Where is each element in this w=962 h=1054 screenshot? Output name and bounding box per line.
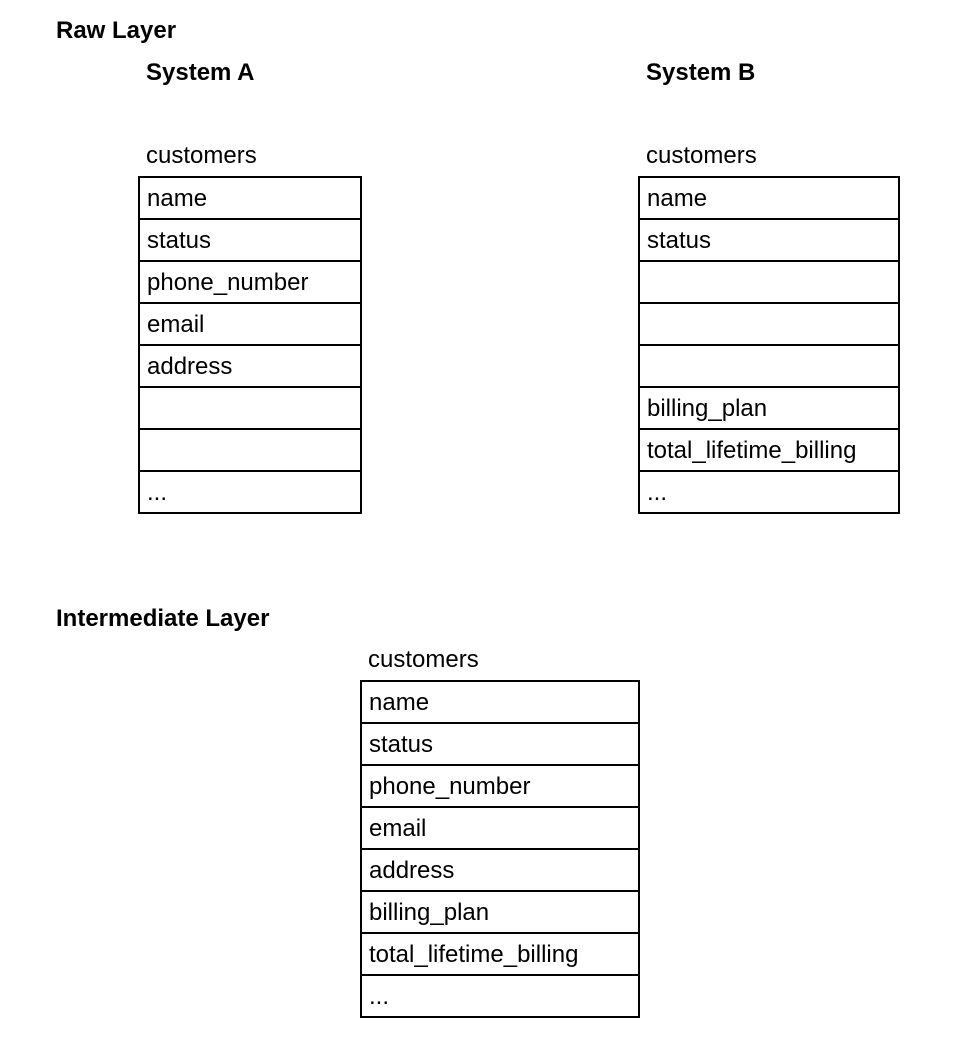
table-row: total_lifetime_billing <box>640 428 898 470</box>
intermediate-customers-table <box>360 646 640 1018</box>
table-name: customers <box>646 142 757 169</box>
table-row: address <box>362 848 638 890</box>
table-row: name <box>647 185 708 212</box>
table-grid <box>360 680 640 1018</box>
table-row <box>640 302 898 344</box>
table-row: phone_number <box>362 764 638 806</box>
table-row: email <box>362 806 638 848</box>
table-row: status <box>362 722 638 764</box>
table-row <box>140 386 360 428</box>
table-row: total_lifetime_billing <box>362 932 638 974</box>
system-a-customers-table <box>138 142 362 514</box>
table-row: status <box>640 218 898 260</box>
table-grid <box>138 176 362 514</box>
raw-layer-heading: Raw Layer <box>56 17 177 44</box>
table-row <box>640 344 898 386</box>
table-row: status <box>140 218 360 260</box>
table-grid <box>638 176 900 514</box>
table-name: customers <box>146 142 257 169</box>
table-row: ... <box>640 470 898 512</box>
table-row: billing_plan <box>362 890 638 932</box>
system-b-heading: System B <box>646 59 756 86</box>
table-row: name <box>369 689 430 716</box>
system-a-heading: System A <box>146 59 255 86</box>
intermediate-layer-heading: Intermediate Layer <box>56 605 270 632</box>
table-row: name <box>147 185 208 212</box>
table-row: ... <box>362 974 638 1016</box>
table-row: email <box>140 302 360 344</box>
system-b-customers-table <box>638 142 900 514</box>
table-row: billing_plan <box>640 386 898 428</box>
table-row <box>140 428 360 470</box>
table-row: ... <box>140 470 360 512</box>
table-row: address <box>140 344 360 386</box>
table-row <box>640 260 898 302</box>
table-row: phone_number <box>140 260 360 302</box>
table-name: customers <box>368 646 479 673</box>
